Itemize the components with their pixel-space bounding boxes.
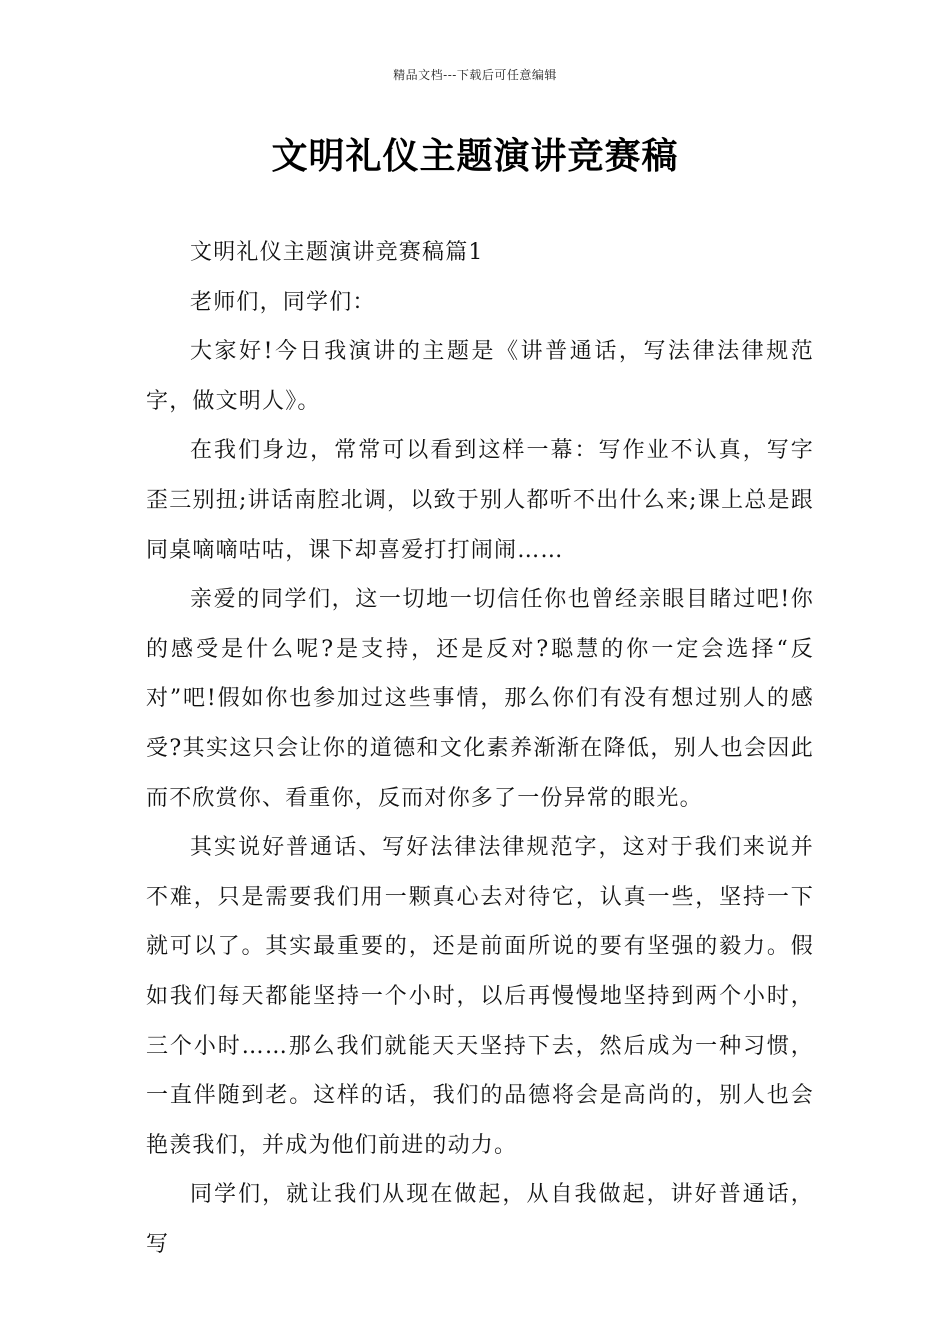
paragraph: 其实说好普通话、写好法律法律规范字，这对于我们来说并不难，只是需要我们用一颗真心去对待它，认真一些，坚持一下就可以了。其实最重要的，还是前面所说的要有坚强的毅力。假如我们每天都能坚持一个小时，以后再慢慢地坚持到两个小时，三个小时……那么我们就能天天坚持下去，然后成为一种习惯，一直伴随到老。这样的话，我们的品德将会是高尚的，别人也会艳羡我们，并成为他们前进的动力。 [146,835,814,1158]
document-title: 文明礼仪主题演讲竞赛稿 [271,135,679,177]
paragraph: 大家好!今日我演讲的主题是《讲普通话，写法律法律规范字，做文明人》。 [146,339,814,414]
header-note: 精品文档---下载后可任意编辑 [393,68,557,82]
paragraph: 同学们，就让我们从现在做起，从自我做起，讲好普通话，写 [146,1182,814,1257]
paragraph: 在我们身边，常常可以看到这样一幕：写作业不认真，写字歪三别扭;讲话南腔北调，以致于别人都听不出什么来;课上总是跟同桌嘀嘀咕咕，课下却喜爱打打闹闹…… [146,438,814,563]
document-body [146,228,814,1269]
paragraph: 亲爱的同学们，这一切地一切信任你也曾经亲眼目睹过吧!你的感受是什么呢?是支持，还是反对?聪慧的你一定会选择“反对”吧!假如你也参加过这些事情，那么你们有没有想过别人的感受?其实这只会让你的道德和文化素养渐渐在降低，别人也会因此而不欣赏你、看重你，反而对你多了一份异常的眼光。 [146,587,814,811]
section-heading: 文明礼仪主题演讲竞赛稿篇1 [190,240,484,265]
salutation: 老师们，同学们： [190,289,376,315]
